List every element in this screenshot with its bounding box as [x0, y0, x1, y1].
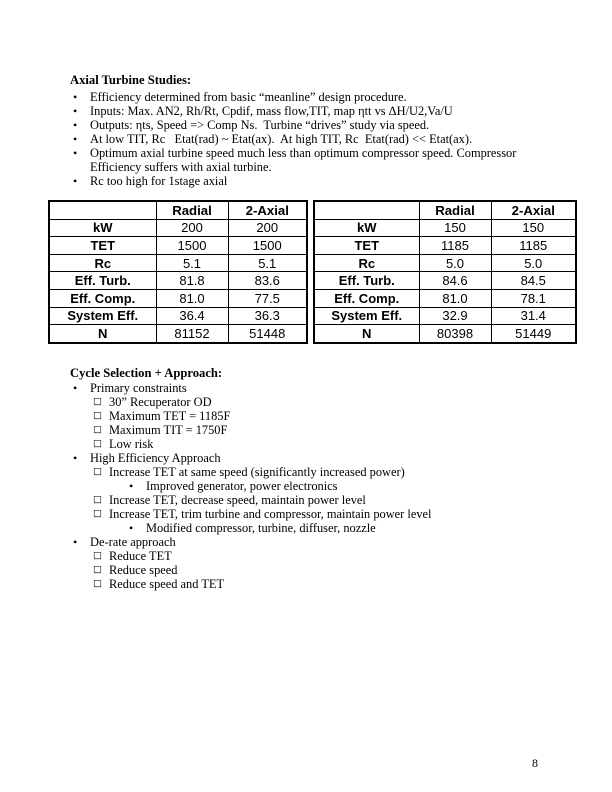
checkbox-square-icon: □	[93, 410, 102, 421]
list-item-text: High Efficiency Approach	[90, 451, 221, 465]
list-item-text: Maximum TIT = 1750F	[109, 423, 228, 437]
list-item	[70, 521, 544, 535]
bullet-icon: •	[129, 521, 134, 535]
list-item	[70, 577, 544, 591]
row-label: TET	[314, 237, 419, 255]
cell-value: 81.0	[419, 289, 491, 307]
bullet-icon: •	[73, 132, 78, 146]
cell-value: 150	[419, 219, 491, 237]
cell-value: 78.1	[491, 289, 576, 307]
table-header-row	[314, 201, 576, 219]
cell-value: 51448	[228, 325, 307, 343]
list-item	[70, 465, 544, 479]
list-item	[70, 563, 544, 577]
table-header-2axial: 2-Axial	[228, 201, 307, 219]
bullet-icon: •	[73, 174, 78, 188]
cell-value: 31.4	[491, 307, 576, 325]
checkbox-square-icon: □	[93, 550, 102, 561]
list-item-text: Outputs: ηts, Speed => Comp Ns. Turbine “drives” study via speed.	[90, 118, 430, 132]
cell-value: 200	[156, 219, 228, 237]
cell-value: 84.5	[491, 272, 576, 290]
list-item-text: Rc too high for 1stage axial	[90, 174, 228, 188]
comparison-tables	[48, 200, 577, 344]
row-label: Rc	[314, 254, 419, 272]
table-row	[314, 254, 576, 272]
table-150kw-comparison	[313, 200, 577, 344]
table-row	[49, 325, 307, 343]
table-row	[49, 272, 307, 290]
bullet-icon: •	[73, 146, 78, 160]
page-number: 8	[532, 756, 538, 770]
list-item-text: Low risk	[109, 437, 154, 451]
bullet-icon: •	[73, 535, 78, 549]
cell-value: 84.6	[419, 272, 491, 290]
cell-value: 5.0	[419, 254, 491, 272]
checkbox-square-icon: □	[93, 508, 102, 519]
table-header-2axial: 2-Axial	[491, 201, 576, 219]
list-item	[70, 174, 544, 188]
list-item-text: Reduce speed and TET	[109, 577, 225, 591]
table-row	[314, 219, 576, 237]
row-label: Rc	[49, 254, 156, 272]
checkbox-square-icon: □	[93, 564, 102, 575]
cell-value: 150	[491, 219, 576, 237]
table-header-radial: Radial	[156, 201, 228, 219]
row-label: Eff. Comp.	[314, 289, 419, 307]
list-item	[70, 451, 544, 465]
list-item-text: 30” Recuperator OD	[109, 395, 212, 409]
list-item	[70, 437, 544, 451]
cell-value: 81.8	[156, 272, 228, 290]
cell-value: 5.0	[491, 254, 576, 272]
table-row	[49, 289, 307, 307]
cell-value: 1185	[491, 237, 576, 255]
list-item-text: Increase TET at same speed (significantly increased power)	[109, 465, 405, 479]
list-item-text: Increase TET, decrease speed, maintain power level	[109, 493, 366, 507]
list-item-text: At low TIT, Rc Etat(rad) ~ Etat(ax). At high TIT, Rc Etat(rad) << Etat(ax).	[90, 132, 473, 146]
list-item	[70, 395, 544, 409]
list-item	[70, 423, 544, 437]
cell-value: 81.0	[156, 289, 228, 307]
list-item	[70, 479, 544, 493]
row-label: TET	[49, 237, 156, 255]
checkbox-square-icon: □	[93, 494, 102, 505]
cell-value: 1500	[228, 237, 307, 255]
list-item-text: Increase TET, trim turbine and compressor, maintain power level	[109, 507, 432, 521]
table-row	[49, 219, 307, 237]
cell-value: 51449	[491, 325, 576, 343]
list-item	[70, 507, 544, 521]
cell-value: 5.1	[156, 254, 228, 272]
cell-value: 77.5	[228, 289, 307, 307]
row-label: kW	[314, 219, 419, 237]
bullet-icon: •	[73, 104, 78, 118]
list-item-text: Reduce TET	[109, 549, 172, 563]
table-200kw-comparison	[48, 200, 308, 344]
list-item	[70, 535, 544, 549]
row-label: Eff. Turb.	[314, 272, 419, 290]
cell-value: 32.9	[419, 307, 491, 325]
list-item-text: Reduce speed	[109, 563, 178, 577]
bullet-icon: •	[73, 90, 78, 104]
list-item	[70, 104, 544, 118]
list-item-text: Primary constraints	[90, 381, 187, 395]
cell-value: 200	[228, 219, 307, 237]
bullet-icon: •	[129, 479, 134, 493]
list-item-text: Modified compressor, turbine, diffuser, nozzle	[146, 521, 376, 535]
list-item	[70, 493, 544, 507]
row-label: Eff. Turb.	[49, 272, 156, 290]
row-label: N	[314, 325, 419, 343]
list-item-text: Efficiency determined from basic “meanline” design procedure.	[90, 90, 407, 104]
list-item	[70, 409, 544, 423]
table-row	[49, 254, 307, 272]
list-item	[70, 118, 544, 132]
table-header-row	[49, 201, 307, 219]
table-row	[49, 307, 307, 325]
cell-value: 36.3	[228, 307, 307, 325]
axial-section-title: Axial Turbine Studies:	[70, 73, 192, 87]
cell-value: 5.1	[228, 254, 307, 272]
row-label: N	[49, 325, 156, 343]
list-item	[70, 90, 544, 104]
checkbox-square-icon: □	[93, 578, 102, 589]
cycle-selection-section	[70, 366, 544, 591]
table-row	[314, 289, 576, 307]
cell-value: 83.6	[228, 272, 307, 290]
checkbox-square-icon: □	[93, 466, 102, 477]
list-item	[70, 146, 544, 174]
list-item-text: Improved generator, power electronics	[146, 479, 338, 493]
table-header-radial: Radial	[419, 201, 491, 219]
row-label: System Eff.	[49, 307, 156, 325]
list-item-text: De-rate approach	[90, 535, 176, 549]
bullet-icon: •	[73, 381, 78, 395]
list-item-text: Inputs: Max. AN2, Rh/Rt, Cpdif, mass flow,TIT, map ηtt vs ΔH/U2,Va/U	[90, 104, 453, 118]
table-corner-cell	[49, 201, 156, 219]
list-item	[70, 132, 544, 146]
axial-turbine-studies-section	[70, 73, 544, 188]
table-row	[314, 237, 576, 255]
bullet-icon: •	[73, 451, 78, 465]
table-row	[314, 272, 576, 290]
checkbox-square-icon: □	[93, 424, 102, 435]
table-row	[314, 325, 576, 343]
list-item	[70, 381, 544, 395]
list-item	[70, 549, 544, 563]
table-row	[49, 237, 307, 255]
bullet-icon: •	[73, 118, 78, 132]
cycle-section-title: Cycle Selection + Approach:	[70, 366, 223, 380]
cell-value: 36.4	[156, 307, 228, 325]
row-label: System Eff.	[314, 307, 419, 325]
list-item-text: Optimum axial turbine speed much less than optimum compressor speed. Compressor Efficiency suffers with axial turbine.	[90, 146, 520, 174]
cell-value: 80398	[419, 325, 491, 343]
list-item-text: Maximum TET = 1185F	[109, 409, 231, 423]
cell-value: 1500	[156, 237, 228, 255]
table-row	[314, 307, 576, 325]
cell-value: 1185	[419, 237, 491, 255]
row-label: Eff. Comp.	[49, 289, 156, 307]
checkbox-square-icon: □	[93, 438, 102, 449]
table-corner-cell	[314, 201, 419, 219]
cell-value: 81152	[156, 325, 228, 343]
row-label: kW	[49, 219, 156, 237]
checkbox-square-icon: □	[93, 396, 102, 407]
